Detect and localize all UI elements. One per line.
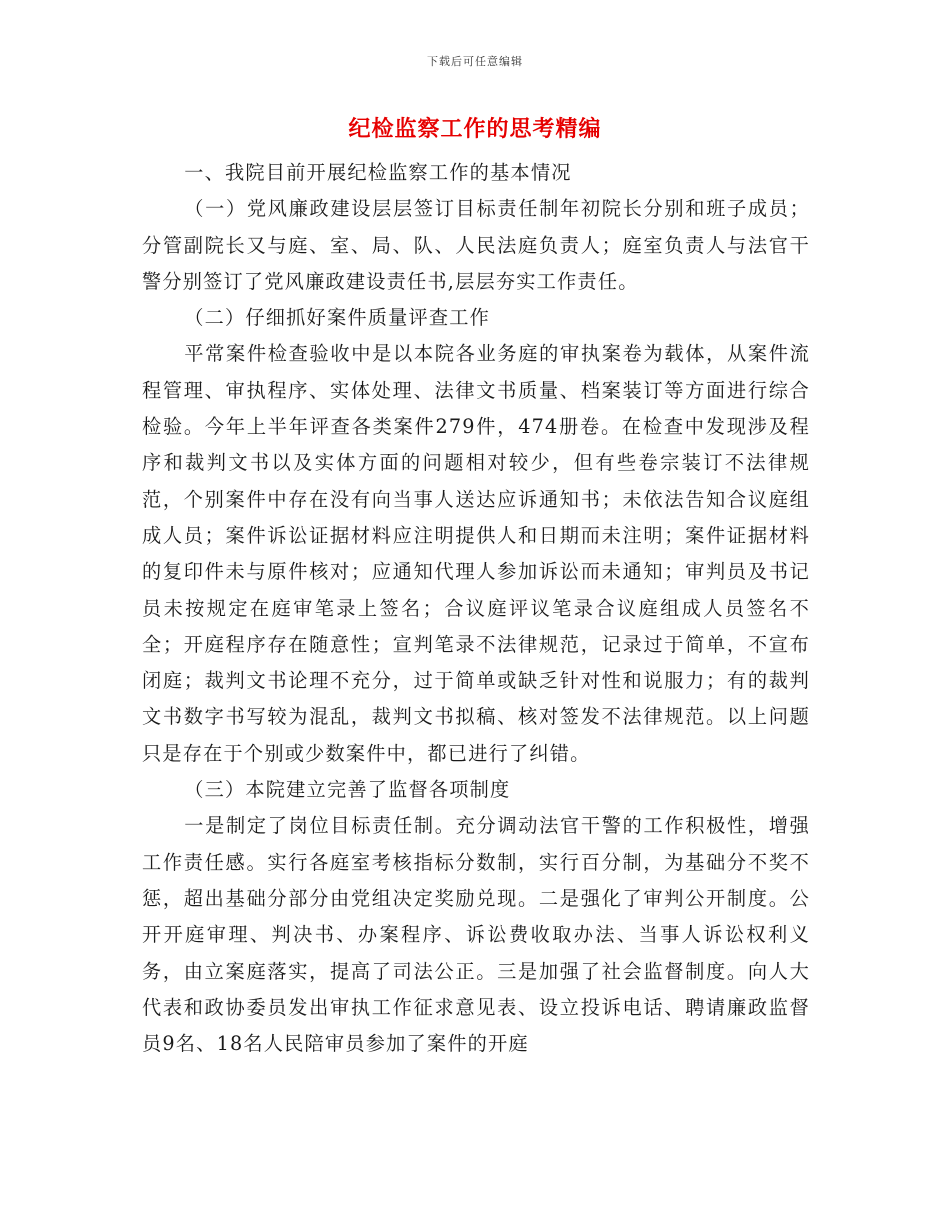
subsection-heading-2: （二）仔细抓好案件质量评查工作: [184, 306, 491, 330]
paragraph-case-review: 平常案件检查验收中是以本院各业务庭的审执案卷为载体，从案件流程管理、审执程序、实体处理、法律文书质量、档案装订等方面进行综合检验。今年上半年评查各类案件279件，474册卷。在检查中发现涉及程序和裁判文书以及实体方面的问题相对较少，但有些卷宗装订不法律规范，个别案件中存在没有向当事人送达应诉通知书；未依法告知合议庭组成人员；案件诉讼证据材料应注明提供人和日期而未注明；案件证据材料的复印件未与原件核对；应通知代理人参加诉讼而未通知；审判员及书记员未按规定在庭审笔录上签名；合议庭评议笔录合议庭组成人员签名不全；开庭程序存在随意性；宣判笔录不法律规范，记录过于简单，不宣布闭庭；裁判文书论理不充分，过于简单或缺乏针对性和说服力；有的裁判文书数字书写较为混乱，裁判文书拟稿、核对签发不法律规范。以上问题只是存在于个别或少数案件中，都已进行了纠错。: [142, 342, 810, 765]
subsection-heading-3: （三）本院建立完善了监督各项制度: [184, 778, 511, 802]
page-header: 下载后可任意编辑: [427, 55, 523, 68]
document-body: [142, 155, 810, 1062]
paragraph-responsibility-system: （一）党风廉政建设层层签订目标责任制年初院长分别和班子成员；分管副院长又与庭、室、局、队、人民法庭负责人；庭室负责人与法官干警分别签订了党风廉政建设责任书,层层夯实工作责任。: [142, 197, 810, 293]
document-title: 纪检监察工作的思考精编: [348, 116, 602, 142]
section-heading-1: 一、我院目前开展纪检监察工作的基本情况: [184, 161, 572, 184]
paragraph-supervision-system: 一是制定了岗位目标责任制。充分调动法官干警的工作积极性，增强工作责任感。实行各庭室考核指标分数制，实行百分制，为基础分不奖不惩，超出基础分部分由党组决定奖励兑现。二是强化了审判公开制度。公开开庭审理、判决书、办案程序、诉讼费收取办法、当事人诉讼权利义务，由立案庭落实，提高了司法公正。三是加强了社会监督制度。向人大代表和政协委员发出审执工作征求意见表、设立投诉电话、聘请廉政监督员9名、18名人民陪审员参加了案件的开庭: [142, 814, 810, 1056]
